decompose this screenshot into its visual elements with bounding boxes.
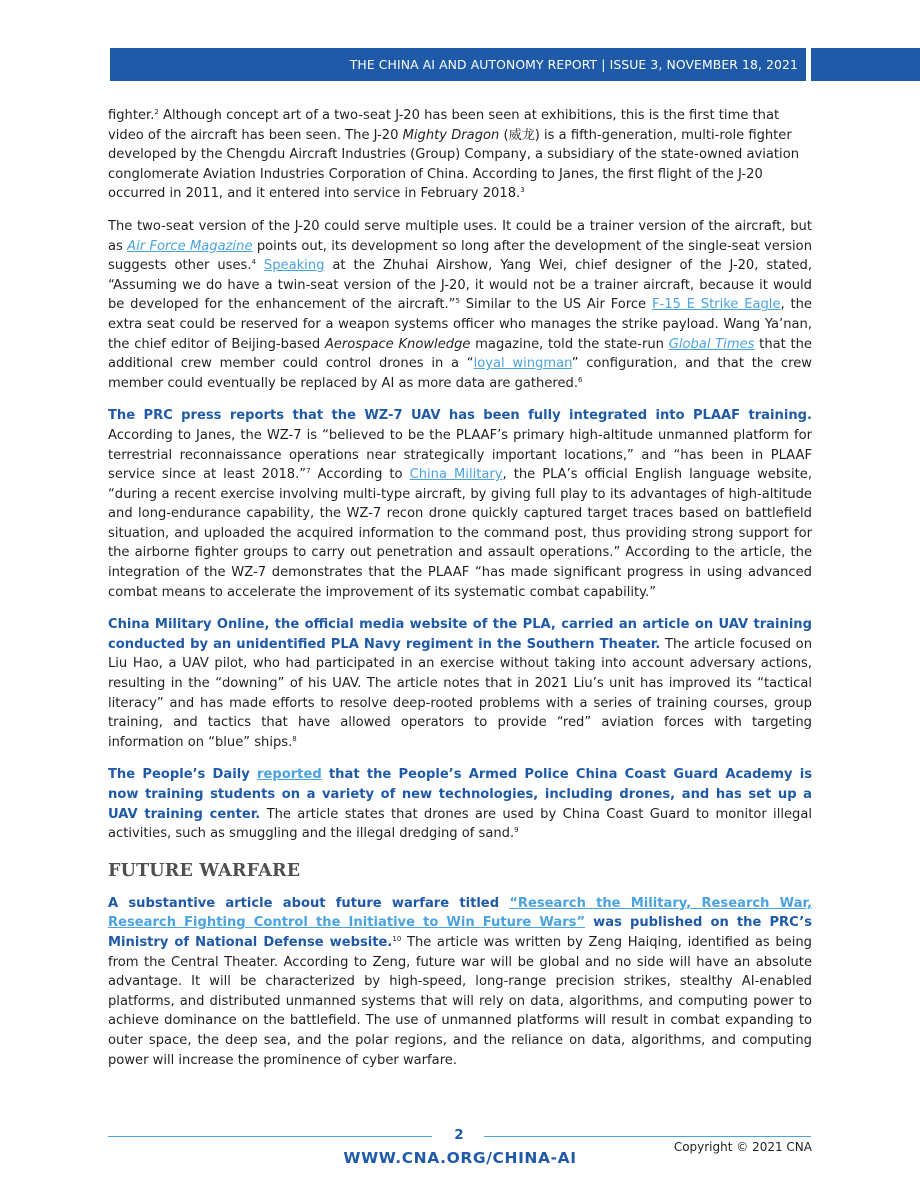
text-run: The article was written by Zeng Haiqing, identified as being from the Central Theater. According to Zeng, future war will be global and no side will have an absolute advantage. It will be characterized by high-speed, long-range precision strikes, stealthy AI-enabled platforms, and distributed unmanned systems that will rely on data, algorithms, and computing power to achieve dominance on the battlefield. The use of unmanned platforms will result in combat expanding to outer space, the deep sea, and the polar regions, and the reliance on data, algorithms, and computing power will increase the prominence of cyber warfare. [108, 934, 812, 1068]
text-run: magazine, told the state-run [470, 336, 669, 352]
text-run: fighter. [108, 108, 155, 123]
text-run: The People’s Daily [108, 767, 258, 783]
magazine-name-italic: Aerospace Knowledge [324, 336, 471, 352]
link-loyal-wingman[interactable]: loyal wingman [473, 356, 572, 372]
text-run [256, 258, 264, 273]
lead-sentence: China Military Online, the official media website of the PLA, carried an article on UAV training conducted by an unidentified PLA Navy regiment in the Southern Theater. [108, 617, 812, 652]
footnote-ref[interactable]: 10 [392, 934, 402, 943]
link-china-military[interactable]: China Military [409, 467, 503, 483]
text-run: Similar to the US Air Force [459, 297, 652, 313]
paragraph-future-warfare-article [108, 894, 812, 1070]
paragraph-coast-guard-academy [108, 765, 812, 843]
link-research-the-military-article[interactable]: “Research the Military, Research War, Research Fighting Control the Initiative to Win Future Wars” [108, 895, 812, 931]
link-f15e-strike-eagle[interactable]: F-15 E Strike Eagle [651, 297, 781, 313]
text-run: According to [310, 467, 410, 483]
text-run: , the PLA’s official English language website, “during a recent exercise involving multi-type aircraft, by giving full play to its advantages of high-altitude and long-endurance capability, the WZ-7 recon drone quickly captured target traces based on battlefield situation, and uploaded the acquired information to the command post, thus providing strong support for the airborne fighter groups to carry out penetration and assault operations.” According to the article, the integration of the WZ-7 demonstrates that the PLAAF “has made significant progress in using advanced combat means to accelerate the improvement of its systematic combat capability.” [108, 467, 812, 600]
footnote-ref[interactable]: 4 [251, 258, 256, 267]
article-body [108, 106, 812, 1083]
lead-sentence: The PRC press reports that the WZ-7 UAV has been fully integrated into PLAAF training. [108, 408, 812, 424]
aircraft-name-italic: Mighty Dragon [402, 127, 500, 143]
footnote-ref[interactable]: 2 [154, 108, 159, 116]
text-run: Although concept art of a two-seat J-20 has been seen at exhibitions, this is the first time that video of the aircraft has been seen. The J-20 [108, 108, 780, 143]
header-accent-block [811, 48, 920, 81]
text-run: The article states that drones are used by China Coast Guard to monitor illegal activities, such as smuggling and the illegal dredging of sand. [108, 806, 812, 842]
copyright-notice: Copyright © 2021 CNA [673, 1140, 812, 1154]
footnote-ref[interactable]: 8 [292, 734, 297, 743]
text-run: The article focused on Liu Hao, a UAV pilot, who had participated in an exercise without taking into account adversary actions, resulting in the “downing” of his UAV. The article notes that in 2021 Liu’s unit has improved its “tactical literacy” and has made efforts to resolve deep-rooted problems with a series of training courses, group training, and tactics that have allowed operators to provide “red” aviation forces with targeting information on “blue” ships. [108, 636, 812, 750]
paragraph-j20-video [108, 106, 812, 204]
link-text: Global Times [668, 336, 755, 352]
link-text: Air Force Magazine [127, 238, 253, 254]
section-heading-future-warfare: FUTURE WARFARE [108, 860, 301, 881]
paragraph-wz7-uav [108, 406, 812, 602]
footnote-ref[interactable]: 9 [514, 826, 519, 835]
text-run: The two-seat version of the J-20 could serve multiple uses. It could be a trainer version of the aircraft, but as [108, 218, 812, 254]
report-header-title: THE CHINA AI AND AUTONOMY REPORT | ISSUE 3, NOVEMBER 18, 2021 [349, 57, 798, 72]
text-run: was published on the PRC’s Ministry of National Defense website. [108, 915, 812, 950]
text-run: ” configuration, and that the crew member could eventually be replaced by AI as more data are gathered. [108, 356, 812, 391]
page-number: 2 [454, 1127, 464, 1143]
footnote-ref[interactable]: 6 [578, 375, 583, 384]
text-run: A substantive article about future warfare titled [108, 895, 510, 911]
footer-website-link[interactable]: WWW.CNA.ORG/CHINA-AI [343, 1149, 577, 1167]
link-air-force-magazine[interactable] [127, 239, 252, 254]
paragraph-two-seat-uses [108, 217, 812, 393]
link-reported[interactable]: reported [257, 767, 322, 783]
footer-divider-right [484, 1136, 811, 1137]
link-speaking[interactable]: Speaking [263, 258, 325, 274]
text-run: According to Janes, the WZ-7 is “believed to be the PLAAF’s primary high-altitude unmanned platform for terrestrial reconnaissance operations near strategically important locations,” and “has been in PLAAF service since at least 2018.” [108, 427, 812, 483]
text-run: (威龙) is a fifth-generation, multi-role fighter developed by the Chengdu Aircraft Industries (Group) Company, a subsidiary of the state-owned aviation conglomerate Aviation Industries Corporation of China. According to Janes, the first flight of the J-20 occurred in 2011, and it entered into service in February 2018. [108, 127, 800, 202]
text-run: that the People’s Armed Police China Coast Guard Academy is now training students on a variety of new technologies, including drones, and has set up a UAV training center. [108, 767, 813, 822]
text-run: that the additional crew member could control drones in a “ [108, 336, 812, 372]
text-run: , the extra seat could be reserved for a weapon systems officer who manages the strike payload. Wang Ya’nan, the chief editor of Beijing-based [108, 297, 812, 352]
report-header-bar [110, 48, 806, 81]
paragraph-pla-navy-uav-training [108, 615, 812, 752]
text-run: at the Zhuhai Airshow, Yang Wei, chief designer of the J-20, stated, “Assuming we do have a twin-seat version of the J-20, it would not be a trainer aircraft, because it would be developed for the enhancement of the aircraft.” [108, 258, 812, 313]
text-run: points out, its development so long after the development of the single-seat version suggests other uses. [108, 238, 812, 274]
footnote-ref[interactable]: 3 [520, 186, 525, 195]
footnote-ref[interactable]: 7 [306, 467, 311, 476]
footer-divider-left [108, 1136, 432, 1137]
link-global-times[interactable] [669, 337, 755, 352]
footnote-ref[interactable]: 5 [455, 297, 460, 306]
